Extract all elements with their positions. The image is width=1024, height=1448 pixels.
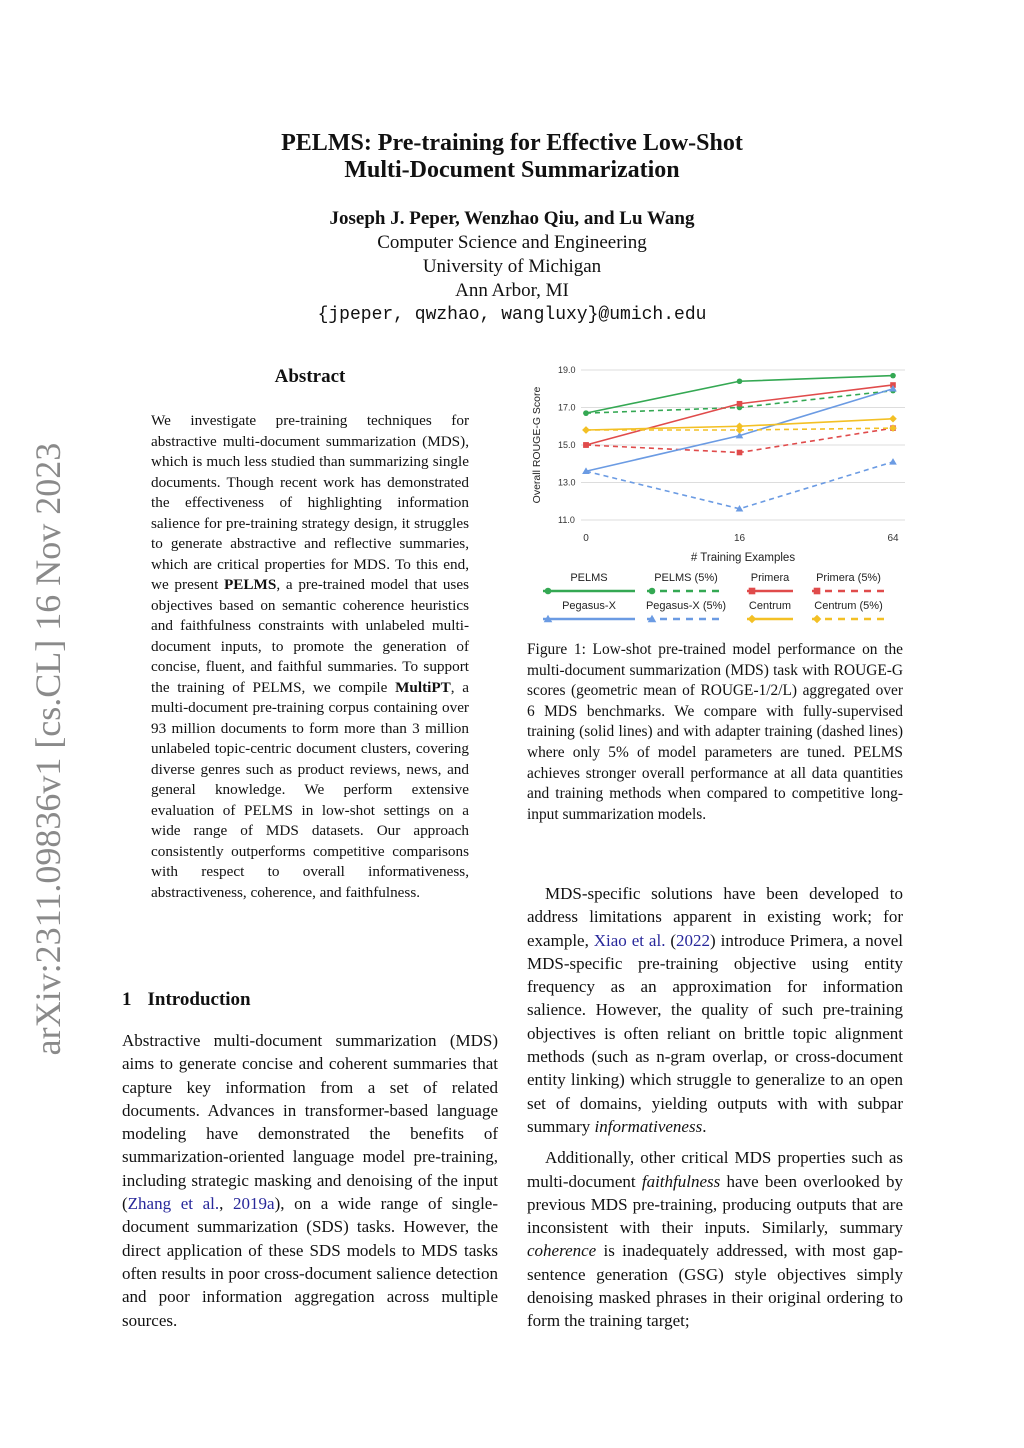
x-tick-label: 64 [887, 533, 899, 544]
legend-label: Primera [750, 572, 790, 584]
series-line-pegasus-x-5- [586, 462, 893, 509]
legend-marker [749, 588, 756, 595]
y-tick-label: 13.0 [558, 477, 576, 488]
arxiv-stamp: arXiv:2311.09836v1 [cs.CL] 16 Nov 2023 [28, 442, 68, 1056]
legend-label: Centrum (5%) [814, 600, 883, 612]
legend-label: Centrum [748, 600, 792, 612]
author-names: Joseph J. Peper, Wenzhao Qiu, and Lu Wang [329, 208, 695, 229]
text-span: Abstractive multi-document summarization (MDS) aims to generate concise and coherent summaries that capture key information from a set of related documents. Advances in transformer-based language modeling have demonstrated the benefits of summarization-oriented language model pre-training, including strategic masking and denoising of the input ( [122, 1031, 498, 1214]
department: Computer Science and Engineering [377, 232, 647, 253]
text-span: ), on a wide range of single-document summarization (SDS) tasks. However, the direct application of these SDS models to MDS tasks often results in poor cross-document salience detection and poor information aggregation across multiple sources. [122, 1194, 498, 1330]
title-line-1: PELMS: Pre-training for Effective Low-Shot [281, 130, 743, 156]
paragraph [122, 1029, 498, 1332]
citation-link[interactable]: 2022 [676, 930, 711, 950]
text-span: MDS-specific solutions have been developed to address limitations apparent in existing work; for example, [527, 884, 903, 950]
email: {jpeper, qwzhao, wangluxy}@umich.edu [317, 305, 707, 325]
text-span: MultiPT [395, 678, 451, 696]
text-span: ) introduce Primera, a novel MDS-specific pre-training objective using entity frequency as an approximation for information salience. However, the quality of such pre-training objectives is often reliant on brittle topic alignment methods (such as n-gram overlap, or cross-document entity linking) which struggle to generalize to an open set of domains, yielding outputs with with subpar summary [527, 930, 903, 1136]
data-point [582, 426, 590, 434]
citation-link[interactable]: 2019a [233, 1194, 275, 1214]
y-tick-label: 11.0 [558, 515, 575, 525]
section-heading-introduction [122, 989, 267, 1011]
legend-label: PELMS (5%) [654, 572, 718, 584]
y-tick-label: 17.0 [558, 402, 576, 413]
legend-marker [545, 588, 552, 595]
text-span: Additionally, other critical MDS properties such as multi-document [527, 1148, 903, 1191]
citation-link[interactable]: Zhang et al. [127, 1194, 220, 1214]
data-point [890, 373, 896, 379]
text-span: ( [665, 930, 677, 950]
text-span: coherence [527, 1241, 597, 1261]
data-point [737, 401, 743, 407]
legend-marker [814, 588, 821, 595]
text-span: , a pre-trained model that uses objectives based on semantic coherence heuristics and faithfulness constraints with unlabeled multi-document inputs, to promote the generation of concise, fluent, and faithful summaries. To support the training of PELMS, we compile [151, 576, 469, 696]
introduction-body [122, 1029, 498, 1340]
text-span: Figure 1: Low-shot pre-trained model performance on the multi-document summarization (MDS) task with ROUGE-G scores (geometric mean of ROUGE-1/2/L) aggregated over 6 MDS benchmarks. We compare with fully-supervised training (solid lines) and with adapter training (dashed lines) where only 5% of model parameters are tuned. PELMS achieves stronger overall performance at all data quantities and training methods when compared to competitive long-input summarization models. [527, 641, 903, 823]
abstract-heading: Abstract [274, 366, 346, 387]
university: University of Michigan [422, 256, 602, 277]
title-line-2: Multi-Document Summarization [344, 157, 680, 183]
text-span: , a multi-document pre-training corpus containing over 93 million documents to form more than 3 million unlabeled topic-centric document clusters, covering diverse genres such as product reviews, news, and general knowledge. We perform extensive evaluation of PELMS in low-shot settings on a wide range of MDS datasets. Our approach consistently outperforms competitive comparisons with respect to overall informativeness, abstractiveness, coherence, and faithfulness. [151, 678, 469, 901]
legend-marker [813, 615, 822, 624]
city: Ann Arbor, MI [455, 280, 569, 301]
author-block [0, 207, 1024, 327]
x-axis-label: # Training Examples [690, 552, 796, 564]
right-column-body [527, 882, 903, 1341]
paper-title [0, 130, 1024, 184]
section-title: Introduction [147, 989, 251, 1010]
text-span: have been overlooked by previous MDS pre-training, producing outputs that are inconsistent with their inputs. Similarly, summary [527, 1171, 903, 1238]
y-axis-label: Overall ROUGE-G Score [531, 386, 543, 504]
section-number: 1 [122, 989, 132, 1010]
legend-label: Pegasus-X (5%) [645, 600, 727, 612]
legend-marker [748, 615, 757, 624]
figure-1-chart [525, 360, 910, 632]
text-span: , [219, 1194, 234, 1214]
y-tick-label: 19.0 [558, 365, 576, 375]
figure-caption [527, 640, 903, 825]
data-point [737, 450, 743, 456]
text-span: faithfulness [641, 1171, 721, 1191]
text-span: We investigate pre-training techniques for abstractive multi-document summarization (MDS), which is much less studied than summarizing single documents. Though recent work has demonstrated the effectiveness of highlighting information salience for pre-training strategy design, it struggles to generate abstractive and reflective summaries, which are critical properties for MDS. To this end, we present [151, 412, 469, 593]
legend-label: Primera (5%) [816, 572, 881, 584]
text-span: is inadequately addressed, with most gap-sentence generation (GSG) style objectives simply denoising masked phrases in their original ordering to form the training target; [527, 1241, 903, 1331]
paragraph [527, 882, 903, 1138]
text-span: PELMS [224, 576, 277, 593]
y-tick-label: 15.0 [558, 440, 576, 450]
x-tick-label: 16 [733, 533, 746, 544]
paragraph [527, 1146, 903, 1332]
x-tick-label: 0 [583, 533, 589, 544]
data-point [737, 378, 743, 384]
text-span: informativeness [594, 1116, 703, 1136]
legend-marker [649, 588, 656, 595]
data-point [889, 458, 897, 465]
citation-link[interactable]: Xiao et al. [593, 930, 666, 950]
data-point [583, 442, 589, 448]
text-span: . [702, 1116, 707, 1136]
data-point [889, 415, 897, 423]
legend-label: PELMS [570, 572, 608, 584]
legend-label: Pegasus-X [562, 600, 616, 612]
data-point [583, 410, 589, 416]
abstract-body [151, 411, 469, 903]
